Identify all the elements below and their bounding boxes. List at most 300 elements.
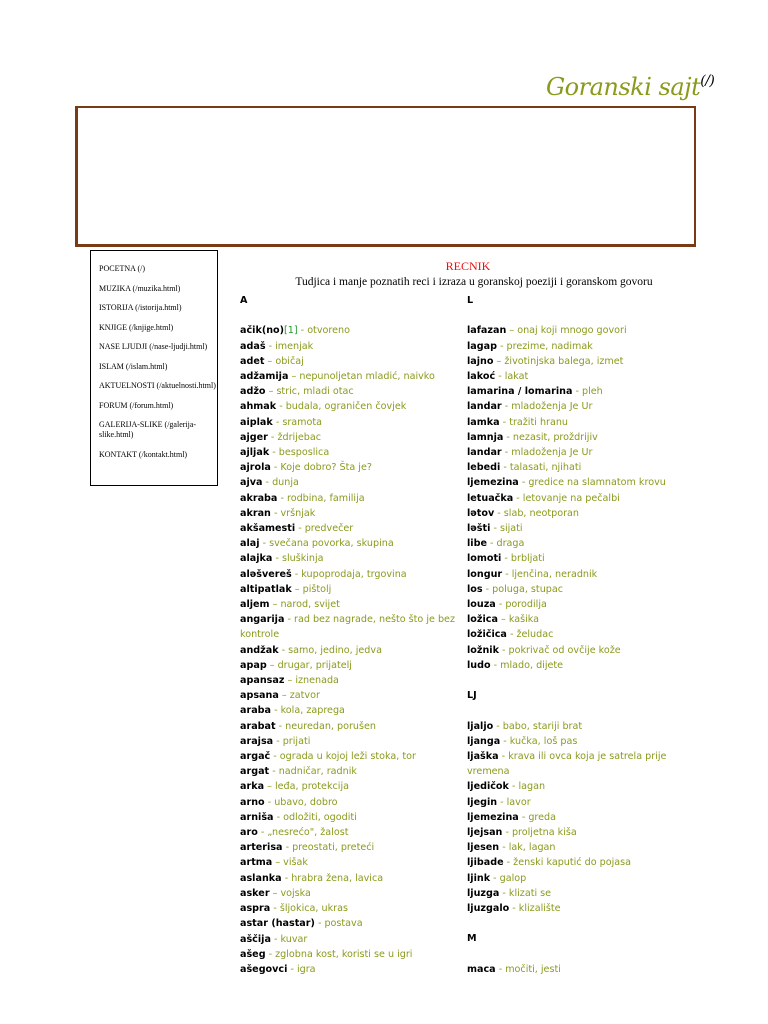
dictionary-entry [467,536,691,551]
entry-separator: - [498,644,509,656]
entry-separator: - [270,903,280,915]
entry-definition: nadničar, radnik [278,766,357,778]
nav-item-aktuelnosti[interactable]: AKTUELNOSTI (/aktuelnosti.html) [99,381,216,390]
entry-term: lǝtov [467,507,495,519]
dictionary-entry [467,795,691,810]
dictionary-entry [240,491,462,506]
dictionary-entry [240,703,462,718]
entry-term: ašegovci [240,963,288,975]
dictionary-entry [240,764,462,779]
entry-separator: - [265,340,276,352]
entry-definition: rad bez nagrade, nešto što je bez kontrole [240,614,455,641]
entry-term: artma [240,857,273,869]
entry-term: ljejsan [467,827,503,839]
dictionary-entry [240,840,462,855]
entry-separator: - [506,629,517,641]
entry-definition: brbljati [510,553,545,565]
entry-separator: - [501,401,512,413]
entry-definition: drugar, prijatelj [277,659,352,671]
entry-definition: mlado, dijete [500,659,564,671]
entry-term: akraba [240,492,278,504]
entry-term: ljaljo [467,720,494,732]
entry-separator: – [278,690,290,702]
entry-definition: gredice na slamnatom krovu [528,477,666,489]
dictionary-entry [467,551,691,566]
dictionary-entry [467,871,691,886]
entry-definition: zglobna kost, koristi se u igri [275,948,413,960]
entry-term: ačik(no) [240,325,285,337]
entry-separator: - [496,340,507,352]
footnote-ref-link[interactable]: [1] [284,325,298,337]
spacer [467,703,691,718]
entry-term: astar (hastar) [240,918,315,930]
dictionary-entry [467,460,691,475]
entry-definition: kuvar [280,933,308,945]
entry-term: ahmak [240,401,277,413]
entry-term: arabat [240,720,276,732]
entry-separator: - [518,477,529,489]
entry-definition: hrabra žena, lavica [291,872,384,884]
entry-separator: - [499,887,509,899]
entry-definition: neuredan, porušen [285,720,376,732]
entry-definition: krava ili ovca koja je satrela prije vremena [467,751,667,778]
entry-term: lǝšti [467,523,491,535]
letter-heading-l: L [467,295,474,306]
dictionary-entry [240,643,462,658]
dictionary-entry [240,415,462,430]
sidebar-nav [90,250,218,486]
entry-separator: - [518,811,529,823]
entry-definition: ždrijebac [277,431,321,443]
entry-definition: vršnjak [280,507,316,519]
dictionary-column-a [240,293,462,977]
letter-heading-a: A [240,295,248,306]
dictionary-entry [467,825,691,840]
entry-term: asker [240,887,270,899]
entry-definition: kupoprodaja, trgovina [301,568,407,580]
entry-separator: - [500,462,510,474]
entry-separator: - [513,492,523,504]
dictionary-entry [467,567,691,582]
entry-term: ajrola [240,462,271,474]
dictionary-entry [467,658,691,673]
entry-term: apansaz [240,675,285,687]
dictionary-entry [467,719,691,734]
nav-item-muzika[interactable]: MUZIKA (/muzika.html) [99,283,181,293]
entry-term: letuačka [467,492,514,504]
entry-separator: - [273,735,283,747]
entry-definition: odložiti, ogoditi [283,811,357,823]
entry-definition: postava [324,918,363,930]
dictionary-entry [467,612,691,627]
entry-separator: – [269,887,281,899]
entry-definition: pokrivač od ovčije kože [508,644,621,656]
entry-separator: - [502,568,512,580]
entry-separator: - [267,431,278,443]
dictionary-entry [240,916,462,931]
entry-separator: - [493,720,503,732]
entry-term: argat [240,766,270,778]
entry-separator: - [502,827,512,839]
entry-definition: dunja [272,477,299,489]
entry-separator: - [503,431,513,443]
dictionary-entry [240,339,462,354]
dictionary-column-l [467,293,691,977]
entry-definition: draga [496,538,525,550]
dictionary-entry [467,962,691,977]
entry-definition: mladoženja Je Ur [511,447,593,458]
entry-definition: igra [296,963,316,975]
entry-definition: letovanje na pečalbi [522,492,620,504]
entry-term: akšamesti [240,523,296,535]
site-title-text[interactable]: Goranski sajt [546,73,701,101]
dictionary-entry [467,840,691,855]
dictionary-entry [240,947,462,977]
entry-term: adžamija [240,370,289,382]
nav-item-istorija[interactable]: ISTORIJA (/istorija.html) [99,303,182,312]
entry-term: lebedi [467,462,501,474]
dictionary-entry [240,460,462,475]
entry-separator: - [281,872,292,884]
dictionary-entry [240,323,462,338]
entry-separator: - [257,827,268,839]
entry-term: ljink [467,872,491,884]
header-banner [75,106,696,247]
entry-definition: proljetna kiša [511,827,577,839]
dictionary-entry [240,536,462,551]
entry-term: ljuzgalo [467,903,510,915]
entry-separator: – [265,386,277,398]
dictionary-entry [240,795,462,810]
entry-term: alajka [240,553,273,565]
entry-definition: pleh [581,386,603,398]
entry-separator: - [482,583,493,595]
entry-separator: - [277,492,287,504]
dictionary-entry [467,855,691,870]
dictionary-entry [467,810,691,825]
entry-definition: Koje dobro? Šta je? [280,462,372,474]
entry-term: apsana [240,690,279,702]
entry-definition: lak, lagan [508,842,556,854]
entry-separator: - [497,796,507,808]
entry-definition: predvečer [304,523,354,535]
nav-item-galerija-slike[interactable]: GALERIJA-SLIKE (/galerija-slike.html) [99,420,197,439]
spacer [467,308,691,323]
entry-definition: lakat [504,370,529,382]
entry-term: aspra [240,903,271,915]
entry-separator: – [266,659,278,671]
entry-separator: - [499,416,510,428]
entry-term: adžo [240,386,266,398]
entry-term: altipatlak [240,583,292,595]
dictionary-entry [240,749,462,764]
entry-term: araba [240,705,272,717]
entry-term: alaj [240,538,260,550]
entry-definition: „nesrećo", žalost [267,827,349,839]
dictionary-entry [240,658,462,673]
entry-term: ajva [240,477,263,489]
entry-separator: – [506,325,518,337]
nav-item-islam[interactable]: ISLAM (/islam.html) [99,361,168,371]
nav-item-knjige[interactable]: KNJIGE (/knjige.html) [99,322,174,332]
entry-separator: - [276,401,286,413]
entry-term: ajljak [240,447,270,458]
entry-term: arno [240,796,265,808]
entry-definition: tražiti hranu [509,416,569,428]
entry-term: ašeg [240,948,266,960]
entry-separator: – [291,583,303,595]
entry-definition: budala, ograničen čovjek [285,401,407,413]
entry-definition: klizati se [508,887,552,899]
dictionary-entry [240,734,462,749]
entry-definition: pištolj [302,583,332,595]
entry-definition: sramota [282,416,323,428]
entry-separator: - [269,766,279,778]
entry-separator: - [500,735,510,747]
entry-separator: - [495,599,506,611]
dictionary-entry [240,369,462,384]
dictionary-entry [467,582,691,597]
entry-term: ajger [240,431,268,443]
entry-definition: preostati, preteći [292,842,375,854]
entry-term: aslanka [240,872,282,884]
dictionary-entry [240,612,462,642]
dictionary-entry [240,825,462,840]
dictionary-entry [240,567,462,582]
dictionary-entry [240,810,462,825]
entry-term: apap [240,659,267,671]
entry-separator: - [264,796,275,808]
entry-definition: ženski kaputić do pojasa [513,857,632,869]
entry-term: lamnja [467,431,504,443]
entry-separator: - [295,523,305,535]
dictionary-entry [240,688,462,703]
dictionary-entry [240,506,462,521]
entry-term: ljibade [467,857,504,869]
entry-term: lomoti [467,553,502,565]
entry-definition: klizalište [518,903,561,915]
entry-definition: rodbina, familija [286,492,365,504]
entry-separator: - [572,386,582,398]
dictionary-entry [467,384,691,399]
entry-term: aro [240,827,258,839]
dictionary-entry [467,643,691,658]
entry-separator: - [270,462,281,474]
entry-definition: ubavo, dobro [274,796,338,808]
nav-item-forum[interactable]: FORUM (/forum.html) [99,400,174,410]
entry-definition: lagan [518,781,546,793]
entry-separator: - [270,507,281,519]
entry-definition: prijati [282,735,311,747]
entry-term: lafazan [467,325,507,337]
entry-definition: greda [528,811,557,823]
entry-separator: – [264,355,276,367]
entry-separator: - [499,842,509,854]
dictionary-entry [467,399,691,414]
dictionary-entry [240,354,462,369]
letter-heading-lj: LJ [467,690,477,702]
dictionary-entry [467,749,691,779]
entry-definition: onaj koji mnogo govori [517,325,627,337]
dictionary-entry [240,551,462,566]
dictionary-entry [240,445,462,460]
entry-definition: talasati, njihati [509,462,582,474]
dictionary-entry [467,734,691,749]
entry-separator: – [284,675,296,687]
entry-definition: nepunoljetan mladić, naivko [299,370,435,382]
entry-separator: - [490,659,501,671]
dictionary-entry [240,475,462,490]
dictionary-entry [467,491,691,506]
entry-definition: običaj [275,355,304,367]
entry-definition: mladoženja Je Ur [511,401,593,413]
dictionary-subtitle: Tudjica i manje poznatih reci i izraza u goranskoj poeziji i goranskom govoru [295,276,653,288]
entry-term: alǝšvereš [240,568,292,580]
entry-separator: - [270,751,280,763]
entry-separator: - [291,568,302,580]
entry-separator: – [264,781,275,793]
site-title-home-link[interactable]: (/) [700,73,715,89]
dictionary-entry [467,779,691,794]
entry-term: lamka [467,416,500,428]
entry-separator: - [272,553,282,565]
entry-definition: vojska [280,887,311,899]
entry-separator: - [501,553,511,565]
site-title[interactable] [546,66,756,102]
entry-separator: – [288,370,300,382]
entry-term: ljuzga [467,887,500,899]
entry-separator: - [269,447,279,458]
entry-separator: - [275,720,286,732]
entry-term: ljesen [467,842,500,854]
entry-term: angarija [240,614,285,626]
entry-term: adaš [240,340,266,352]
entry-definition: želudac [516,629,554,641]
entry-term: lagap [467,340,497,352]
entry-separator: - [498,751,509,763]
entry-term: ljemezina [467,477,519,489]
entry-term: lakoć [467,370,496,382]
entry-term: los [467,583,483,595]
entry-term: arka [240,781,265,793]
entry-separator: - [278,644,289,656]
entry-separator: - [287,963,297,975]
entry-term: lajno [467,355,494,367]
entry-term: arniša [240,811,274,823]
entry-definition: višak [283,857,308,869]
entry-separator: - [486,538,497,550]
entry-separator: - [314,918,325,930]
entry-separator: - [262,477,273,489]
dictionary-entry [240,673,462,688]
dictionary-entry [240,597,462,612]
dictionary-entry [240,719,462,734]
entry-definition: sijati [499,523,523,535]
entry-separator: - [495,963,506,975]
dictionary-entry [240,871,462,886]
nav-item-nase-ljudji[interactable]: NASE LJUDJI (/nase-ljudji.html) [99,342,208,351]
nav-item-pocetna[interactable]: POCETNA (/) [99,264,145,273]
dictionary-entry [467,901,691,916]
dictionary-entry [467,506,691,521]
dictionary-entry [467,339,691,354]
dictionary-entry [240,932,462,947]
entry-term: argač [240,751,271,763]
entry-definition: leđa, protekcija [274,781,350,793]
dictionary-entry [240,582,462,597]
entry-separator: - [272,416,283,428]
entry-definition: životinjska balega, izmet [504,355,624,367]
entry-term: ljemezina [467,811,519,823]
dictionary-entry [467,521,691,536]
entry-term: arajsa [240,735,274,747]
entry-definition: porodilja [505,599,547,611]
entry-separator: - [270,933,281,945]
entry-separator: - [273,811,284,823]
entry-definition: lavor [506,796,531,808]
entry-term: ložica [467,614,498,626]
entry-term: aščija [240,933,271,945]
dictionary-entry [467,475,691,490]
dictionary-entry [240,886,462,901]
entry-separator: – [272,857,284,869]
entry-definition: kučka, loš pas [509,735,578,747]
dictionary-entry [240,430,462,445]
entry-definition: imenjak [275,340,314,352]
entry-separator: - [503,857,514,869]
dictionary-entry [240,384,462,399]
entry-definition: svečana povorka, skupina [269,538,394,550]
entry-separator: - [265,948,276,960]
entry-definition: kašika [508,614,540,626]
entry-definition: stric, mladi otac [276,386,354,398]
dictionary-entry [240,901,462,916]
nav-item-kontakt[interactable]: KONTAKT (/kontakt.html) [99,449,188,459]
dictionary-entry [467,369,691,384]
entry-definition: močiti, jesti [505,963,561,975]
dictionary-entry [240,779,462,794]
entry-definition: iznenada [295,675,339,687]
entry-separator: - [501,447,512,458]
dictionary-entry [467,354,691,369]
entry-definition: ljenčina, neradnik [511,568,598,580]
entry-definition: nezasit, proždrijiv [512,431,598,443]
entry-separator: - [297,325,308,337]
entry-definition: otvoreno [307,325,350,337]
entry-definition: zatvor [289,690,320,702]
entry-term: andžak [240,644,279,656]
entry-definition: slab, neotporan [503,507,580,519]
entry-definition: galop [499,872,527,884]
entry-term: longur [467,568,503,580]
entry-separator: - [508,781,519,793]
entry-definition: kola, zaprega [280,705,345,717]
entry-term: ložičica [467,629,507,641]
spacer [467,916,691,931]
entry-term: libe [467,538,487,550]
entry-term: akran [240,507,271,519]
entry-separator: – [493,355,505,367]
entry-definition: ograda u kojoj leži stoka, tor [279,751,416,763]
dictionary-entry [467,627,691,642]
entry-separator: – [497,614,509,626]
dictionary-entry [240,521,462,536]
entry-definition: samo, jedino, jedva [288,644,382,656]
dictionary-entry [467,597,691,612]
entry-definition: narod, svijet [280,599,340,611]
entry-definition: besposlica [278,447,330,458]
entry-separator: - [494,507,504,519]
